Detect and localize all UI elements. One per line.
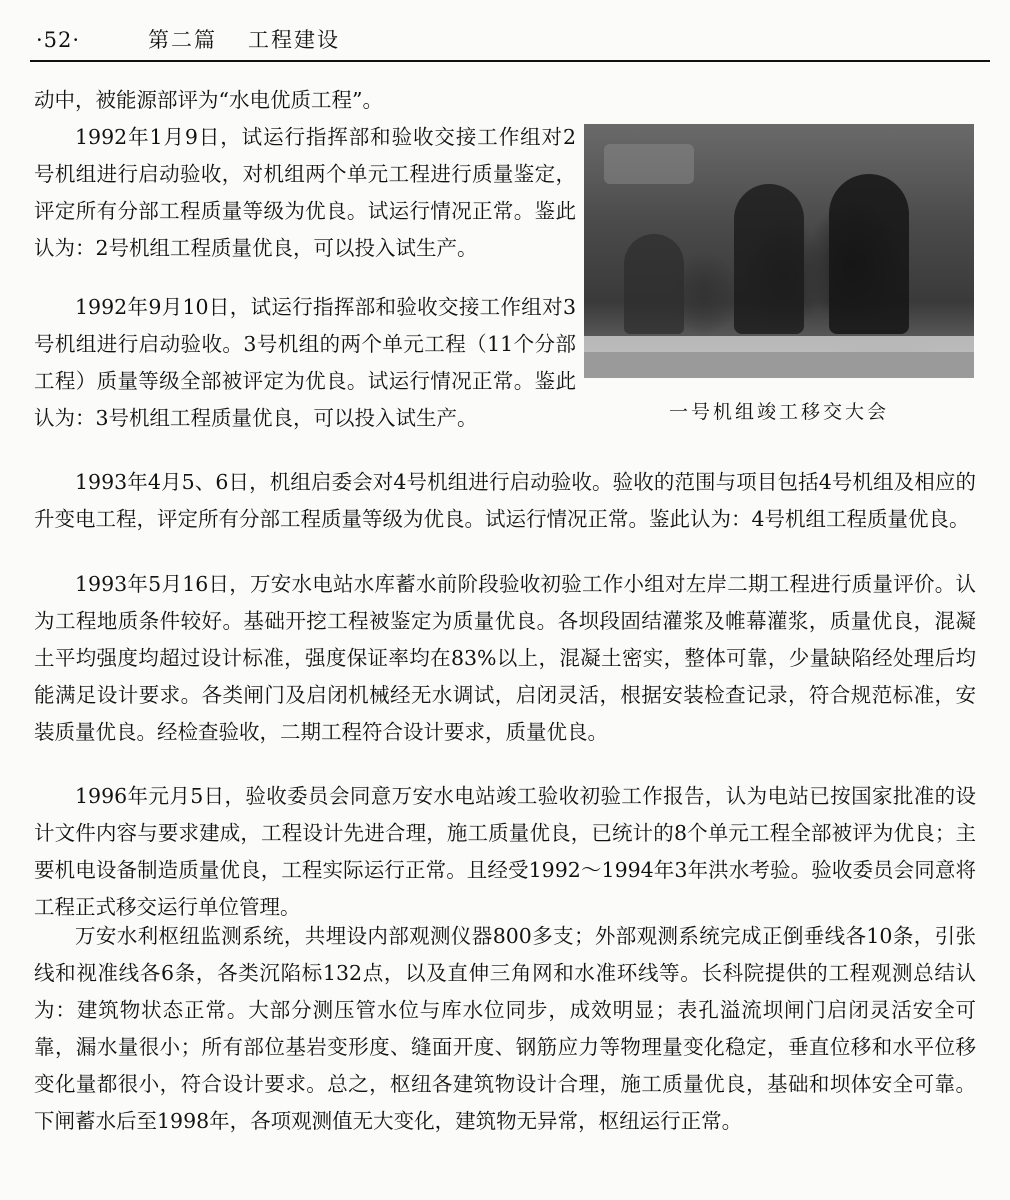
photo-caption: 一号机组竣工移交大会 — [668, 401, 889, 423]
paragraph-1993-may: 1993年5月16日，万安水电站水库蓄水前阶段验收初验工作小组对左岸二期工程进行质量评价。认为工程地质条件较好。基础开挖工程被鉴定为质量优良。各坝段固结灌浆及帷幕灌浆，质量优良，混凝土平均强度均超过设计标准，强度保证率均在83%以上，混凝土密实，整体可靠，少量缺陷经处理后均能满足设计要求。各类闸门及启闭机械经无水调试，启闭灵活，根据安装检查记录，符合规范标准，安装质量优良。经检查验收，二期工程符合设计要求，质量优良。 — [34, 572, 976, 744]
paragraph-monitoring: 万安水利枢纽监测系统，共埋设内部观测仪器800多支；外部观测系统完成正倒垂线各10条，引张线和视准线各6条，各类沉陷标132点，以及直伸三角网和水准环线等。长科院提供的工程观测总结认为：建筑物状态正常。大部分测压管水位与库水位同步，成效明显；表孔溢流坝闸门启闭灵活安全可靠，漏水量很小；所有部位基岩变形度、缝面开度、钢筋应力等物理量变化稳定，垂直位移和水平位移变化量都很小，符合设计要求。总之，枢纽各建筑物设计合理，施工质量优良，基础和坝体安全可靠。下闸蓄水后至1998年，各项观测值无大变化，建筑物无异常，枢纽运行正常。 — [34, 924, 976, 1133]
paragraph-continuation: 动中，被能源部评为“水电优质工程”。 — [34, 88, 383, 112]
section-title: 工程建设 — [248, 28, 340, 52]
header-rule — [30, 60, 990, 62]
paragraph-1996-jan: 1996年元月5日，验收委员会同意万安水电站竣工验收初验工作报告，认为电站已按国家批准的设计文件内容与要求建成，工程设计先进合理，施工质量优良，已统计的8个单元工程全部被评为优良；主要机电设备制造质量优良，工程实际运行正常。且经受1992～1994年3年洪水考验。验收委员会同意将工程正式移交运行单位管理。 — [34, 784, 976, 919]
photo-ceremony — [584, 124, 974, 378]
page-header — [30, 22, 990, 62]
paragraph-1992-jan: 1992年1月9日，试运行指挥部和验收交接工作组对2号机组进行启动验收，对机组两个单元工程进行质量鉴定，评定所有分部工程质量等级为优良。试运行情况正常。鉴此认为：2号机组工程质量优良，可以投入试生产。 — [34, 125, 576, 260]
part-title: 第二篇 — [148, 28, 217, 52]
paragraph-1992-sep: 1992年9月10日，试运行指挥部和验收交接工作组对3号机组进行启动验收。3号机组的两个单元工程（11个分部工程）质量等级全部被评定为优良。试运行情况正常。鉴此认为：3号机组工程质量优良，可以投入试生产。 — [34, 295, 576, 430]
paragraph-1993-apr: 1993年4月5、6日，机组启委会对4号机组进行启动验收。验收的范围与项目包括4号机组及相应的升变电工程，评定所有分部工程质量等级为优良。试运行情况正常。鉴此认为：4号机组工程质量优良。 — [34, 470, 976, 531]
page-number: ·52· — [36, 28, 81, 52]
